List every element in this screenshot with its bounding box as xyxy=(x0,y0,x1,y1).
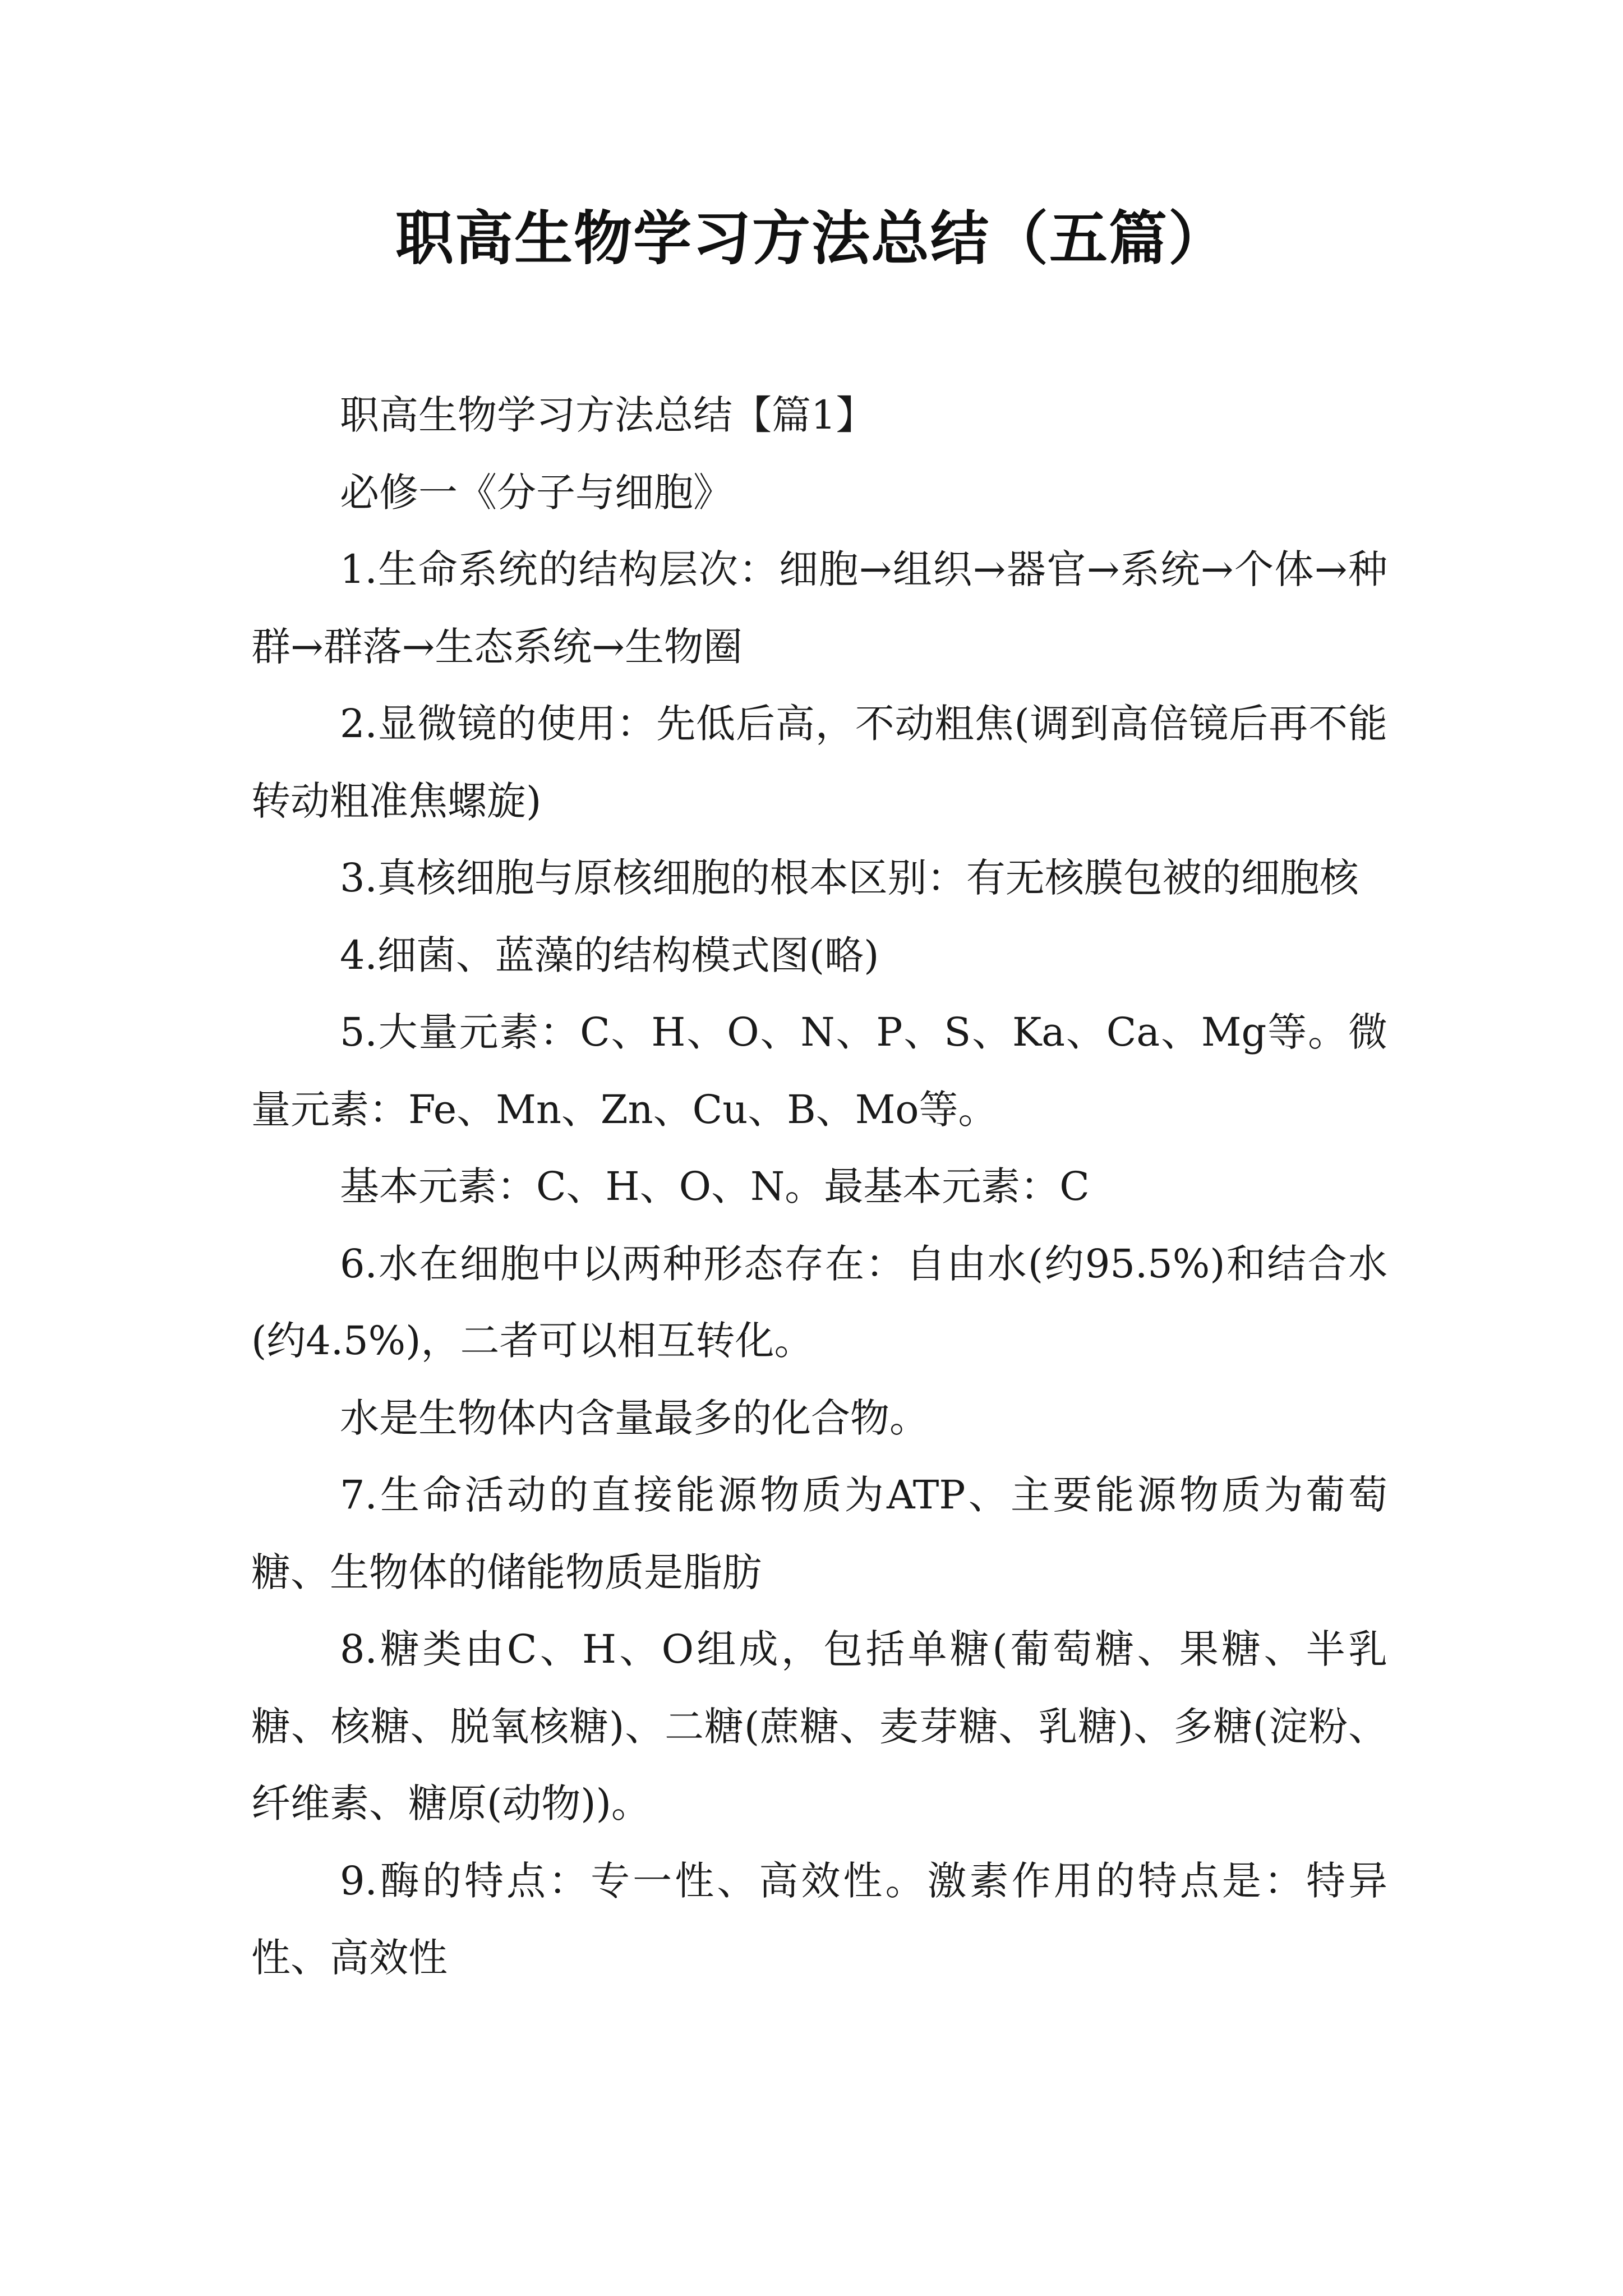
paragraph: 2.显微镜的使用：先低后高，不动粗焦(调到高倍镜后再不能转动粗准焦螺旋) xyxy=(251,701,1387,824)
paragraph: 基本元素：C、H、O、N。最基本元素：C xyxy=(340,1163,1090,1209)
paragraph: 1.生命系统的结构层次：细胞→组织→器官→系统→个体→种群→群落→生态系统→生物圈 xyxy=(251,546,1387,670)
section-heading: 职高生物学习方法总结【篇1】 xyxy=(340,392,875,438)
subsection-heading: 必修一《分子与细胞》 xyxy=(340,469,732,516)
paragraph: 6.水在细胞中以两种形态存在：自由水(约95.5%)和结合水(约4.5%)，二者可以相互转化。 xyxy=(251,1240,1387,1364)
document-body xyxy=(251,377,1387,1997)
paragraph: 5.大量元素：C、H、O、N、P、S、Ka、Ca、Mg等。微量元素：Fe、Mn、Zn、Cu、B、Mo等。 xyxy=(251,1009,1387,1133)
paragraph: 7.生命活动的直接能源物质为ATP、主要能源物质为葡萄糖、生物体的储能物质是脂肪 xyxy=(251,1472,1387,1595)
paragraph: 水是生物体内含量最多的化合物。 xyxy=(340,1395,929,1441)
paragraph: 4.细菌、蓝藻的结构模式图(略) xyxy=(340,932,879,978)
page-title: 职高生物学习方法总结（五篇） xyxy=(395,204,1228,273)
paragraph: 3.真核细胞与原核细胞的根本区别：有无核膜包被的细胞核 xyxy=(340,855,1359,901)
paragraph: 9.酶的特点：专一性、高效性。激素作用的特点是：特异性、高效性 xyxy=(251,1857,1387,1981)
paragraph: 8.糖类由C、H、O组成，包括单糖(葡萄糖、果糖、半乳糖、核糖、脱氧核糖)、二糖(蔗糖、麦芽糖、乳糖)、多糖(淀粉、纤维素、糖原(动物))。 xyxy=(251,1626,1387,1826)
